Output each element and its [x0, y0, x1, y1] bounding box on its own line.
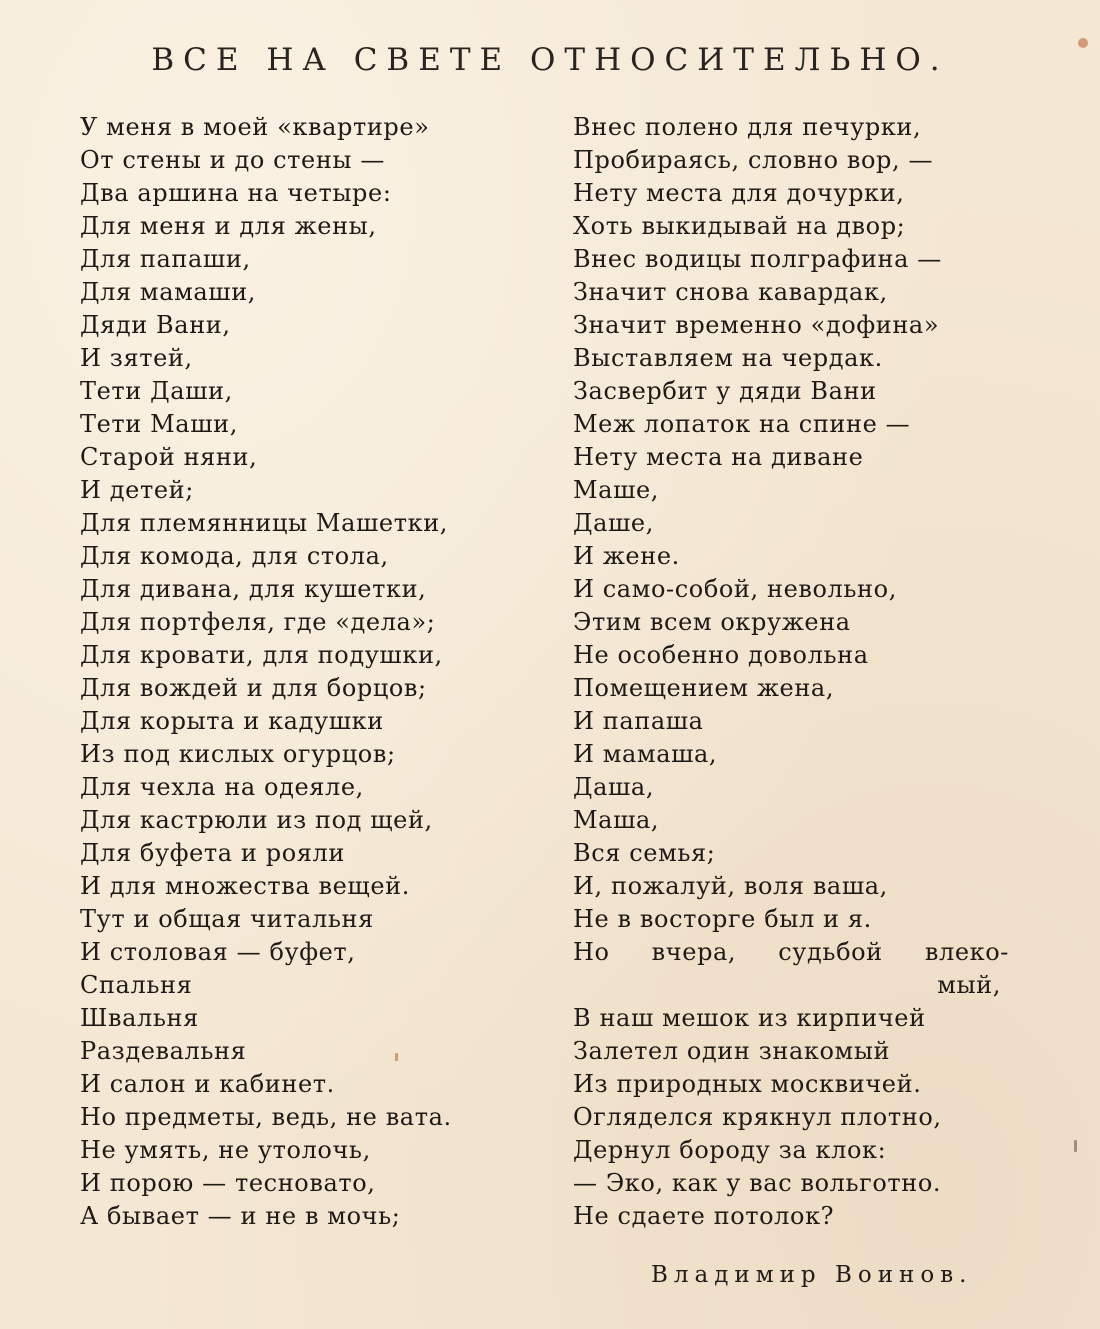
poem-line: Тут и общая читальня	[80, 905, 374, 933]
poem-line: Этим всем окружена	[573, 608, 851, 636]
paper-speck	[1074, 1140, 1077, 1152]
poem-line: Маше,	[573, 476, 660, 504]
poem-line: Дернул бороду за клок:	[573, 1136, 887, 1164]
poem-line: Нету места на диване	[573, 443, 864, 471]
poem-line: Для портфеля, где «дела»;	[80, 608, 436, 636]
poem-line: Засвербит у дяди Вани	[573, 377, 877, 405]
poem-line: Значит временно «дофина»	[573, 311, 940, 339]
paper-speck	[1078, 38, 1088, 48]
paper-speck	[395, 1053, 398, 1061]
poem-line: Для комода, для стола,	[80, 542, 389, 570]
poem-line: Для буфета и рояли	[80, 839, 345, 867]
poem-line: И порою — тесновато,	[80, 1169, 376, 1197]
poem-line: Старой няни,	[80, 443, 258, 471]
poem-line: И мамаша,	[573, 740, 718, 768]
poem-line: И, пожалуй, воля ваша,	[573, 872, 888, 900]
poem-line: Даша,	[573, 773, 655, 801]
poem-line: Для дивана, для кушетки,	[80, 575, 427, 603]
poem-line: Для кастрюли из под щей,	[80, 806, 433, 834]
poem-line: В наш мешок из кирпичей	[573, 1004, 926, 1032]
poem-line: Швальня	[80, 1004, 199, 1032]
poem-line: Для кровати, для подушки,	[80, 641, 443, 669]
poem-line: Для меня и для жены,	[80, 212, 377, 240]
poem-line: Огляделся крякнул плотно,	[573, 1103, 942, 1131]
poem-line: И зятей,	[80, 344, 193, 372]
poem-line: Для вождей и для борцов;	[80, 674, 427, 702]
poem-line: Внес водицы полграфина —	[573, 245, 942, 273]
poem-line: Не в восторге был и я.	[573, 905, 872, 933]
poem-line: Меж лопаток на спине —	[573, 410, 911, 438]
poem-line: Не умять, не утолочь,	[80, 1136, 371, 1164]
poem-line: Для корыта и кадушки	[80, 707, 384, 735]
poem-line: И детей;	[80, 476, 194, 504]
poem-line: Не особенно довольна	[573, 641, 869, 669]
poem-line: Помещением жена,	[573, 674, 835, 702]
poem-line: Для племянницы Машетки,	[80, 509, 449, 537]
poem-line: У меня в моей «квартире»	[80, 113, 430, 141]
poem-line: Дяди Вани,	[80, 311, 231, 339]
poem-left-column	[80, 111, 520, 1233]
poem-line: Залетел один знакомый	[573, 1037, 891, 1065]
poem-line: Даше,	[573, 509, 654, 537]
poem-line: От стены и до стены —	[80, 146, 385, 174]
poem-line: Раздевальня	[80, 1037, 247, 1065]
poem-line: Внес полено для печурки,	[573, 113, 922, 141]
poem-line: Тети Маши,	[80, 410, 238, 438]
poem-line: Но предметы, ведь, не вата.	[80, 1103, 452, 1131]
poem-line: Тети Даши,	[80, 377, 233, 405]
poem-line: Спальня	[80, 971, 193, 999]
poem-line: Два аршина на четыре:	[80, 179, 392, 207]
poem-line: Для папаши,	[80, 245, 251, 273]
poem-line: Не сдаете потолок?	[573, 1202, 835, 1230]
poem-line: Из под кислых огурцов;	[80, 740, 396, 768]
poem-title: ВСЕ НА СВЕТЕ ОТНОСИТЕЛЬНО.	[151, 42, 949, 78]
poem-line: Но вчера, судьбой влеко-	[573, 938, 1009, 966]
poem-line: Нету места для дочурки,	[573, 179, 905, 207]
poem-line: Хоть выкидывай на двор;	[573, 212, 906, 240]
author-signature: Владимир Воинов.	[651, 1262, 973, 1288]
poem-line: И жене.	[573, 542, 680, 570]
poem-line: Пробираясь, словно вор, —	[573, 146, 934, 174]
poem-line: — Эко, как у вас вольготно.	[573, 1169, 942, 1197]
poem-line: А бывает — и не в мочь;	[80, 1202, 401, 1230]
poem-line: Для чехла на одеяле,	[80, 773, 364, 801]
poem-line: И для множества вещей.	[80, 872, 410, 900]
poem-line: И само-собой, невольно,	[573, 575, 897, 603]
poem-line: Из природных москвичей.	[573, 1070, 922, 1098]
poem-right-column	[573, 111, 1013, 1233]
poem-line: И столовая — буфет,	[80, 938, 356, 966]
poem-line: И папаша	[573, 707, 704, 735]
poem-line: Маша,	[573, 806, 660, 834]
poem-line: мый,	[937, 971, 1001, 999]
poem-line: Вся семья;	[573, 839, 716, 867]
poem-line: Выставляем на чердак.	[573, 344, 883, 372]
poem-line: И салон и кабинет.	[80, 1070, 335, 1098]
poem-line: Для мамаши,	[80, 278, 257, 306]
poem-line: Значит снова кавардак,	[573, 278, 888, 306]
